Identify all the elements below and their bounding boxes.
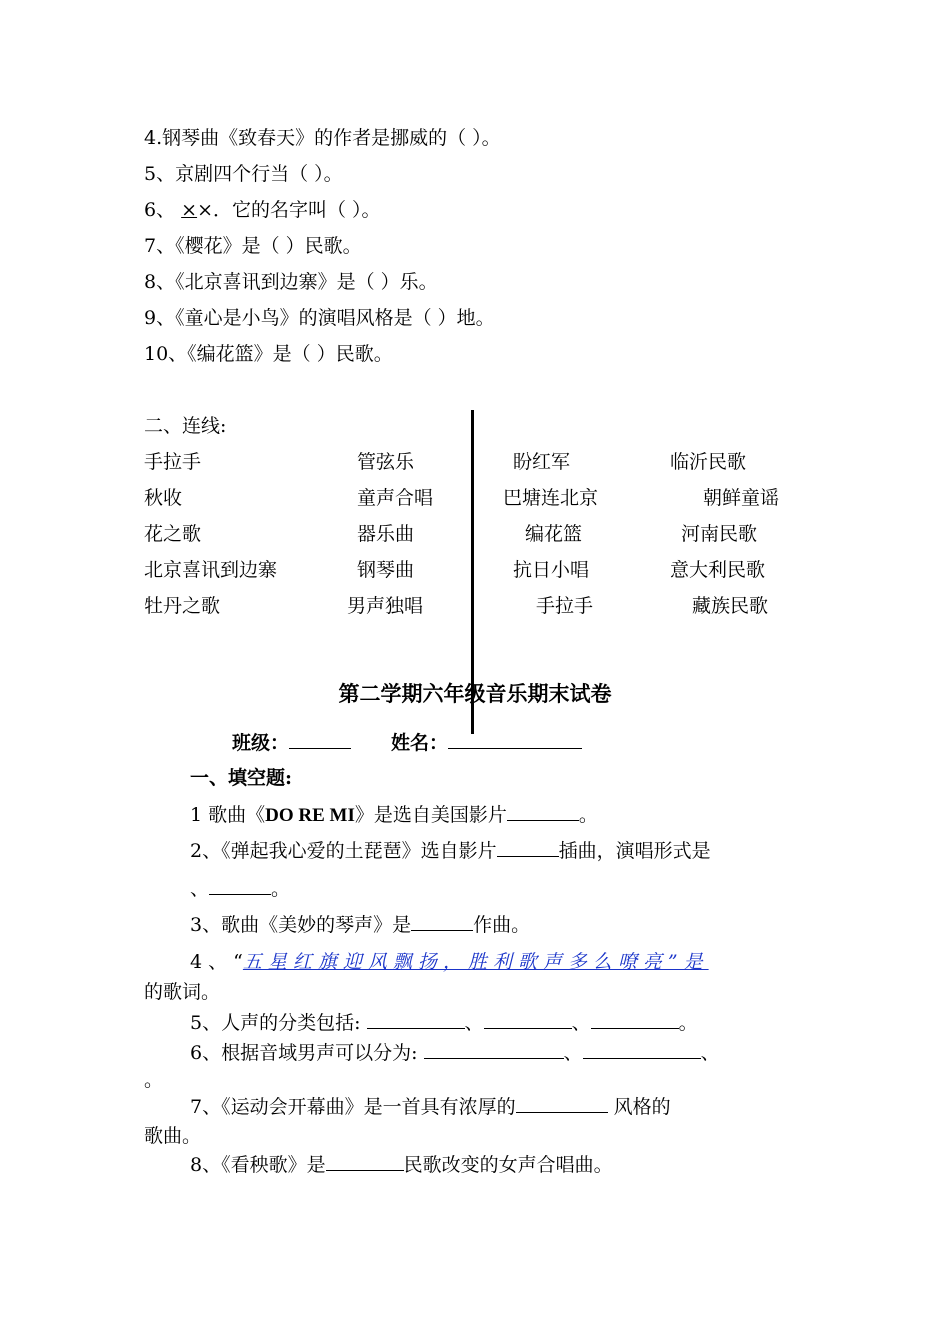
question-7 (190, 1094, 671, 1119)
question-1 (190, 802, 598, 828)
q5-blank-3[interactable] (591, 1010, 679, 1029)
match-left2-1: 管弦乐 (357, 451, 415, 473)
match-right1-1: 盼红军 (513, 451, 571, 473)
item-6-mark: × (181, 199, 198, 221)
q2-text: 2、《弹起我心爱的土琵琶》选自影片 (190, 840, 497, 862)
item-5: 5、京剧四个行当（ ）。 (144, 163, 343, 185)
q6-blank-1[interactable] (424, 1040, 564, 1059)
q6-sep-2: 、 (700, 1042, 720, 1064)
item-7: 7、《樱花》是（ ）民歌。 (144, 235, 362, 257)
q8-end: 民歌改变的女声合唱曲。 (403, 1154, 613, 1176)
item-8: 8、《北京喜讯到边寨》是（ ）乐。 (144, 271, 438, 293)
fill-heading: 一、填空题: (190, 767, 293, 789)
match-right1-3: 编花篮 (525, 523, 583, 545)
q6-blank-2[interactable] (583, 1040, 701, 1059)
match-left2-3: 器乐曲 (357, 523, 415, 545)
item-9: 9、《童心是小鸟》的演唱风格是（ ）地。 (144, 307, 495, 329)
item-4: 4.钢琴曲《致春天》的作者是挪威的（ ）。 (144, 127, 501, 149)
match-right1-2: 巴塘连北京 (503, 487, 599, 509)
q1-prefix: 1 歌曲《 (190, 804, 266, 826)
q1-song: DO RE MI (265, 805, 355, 826)
class-blank[interactable] (289, 730, 351, 749)
item-6-prefix: 6、 (144, 199, 182, 221)
section2-heading: 二、连线: (144, 415, 227, 437)
question-8 (190, 1152, 613, 1177)
question-6 (190, 1040, 720, 1065)
item-10: 10、《编花篮》是（ ）民歌。 (144, 343, 393, 365)
question-4-cont: 的歌词。 (144, 981, 221, 1003)
item-6 (144, 198, 381, 222)
q6-text: 6、根据音域男声可以分为: (190, 1042, 418, 1064)
match-right2-5: 藏族民歌 (692, 595, 769, 617)
name-label: 姓名： (391, 732, 449, 754)
match-left1-1: 手拉手 (144, 451, 202, 473)
q4-prefix: 4 、 “ (190, 951, 243, 973)
q3-blank[interactable] (411, 912, 473, 931)
question-4 (190, 950, 709, 974)
question-6-cont: 。 (144, 1069, 164, 1091)
q8-text: 8、《看秧歌》是 (190, 1154, 326, 1176)
q5-sep-2: 、 (571, 1012, 591, 1034)
q4-lyric-link[interactable]: 五星红旗迎风飘扬，胜利歌声多么嘹亮”是 (242, 951, 709, 973)
q7-mid: 风格的 (613, 1096, 671, 1118)
match-right1-5: 手拉手 (536, 595, 594, 617)
match-right2-3: 河南民歌 (681, 523, 758, 545)
q8-blank[interactable] (326, 1152, 404, 1171)
match-left2-2: 童声合唱 (357, 487, 434, 509)
class-name-row (232, 730, 582, 755)
q2-blank-1[interactable] (497, 838, 559, 857)
match-left1-3: 花之歌 (144, 523, 202, 545)
q2-cont: 、 (190, 878, 210, 900)
question-5 (190, 1010, 698, 1035)
q5-text: 5、人声的分类包括: (190, 1012, 361, 1034)
match-left1-4: 北京喜讯到边寨 (144, 559, 278, 581)
q7-text: 7、《运动会开幕曲》是一首具有浓厚的 (190, 1096, 516, 1118)
question-3 (190, 912, 530, 937)
q2-end: 。 (271, 878, 291, 900)
q2-mid: 插曲，演唱形式是 (558, 840, 711, 862)
class-label: 班级： (232, 732, 290, 754)
q3-text: 3、歌曲《美妙的琴声》是 (190, 914, 412, 936)
question-2-cont (190, 876, 290, 901)
q5-end: 。 (678, 1012, 698, 1034)
question-7-cont: 歌曲。 (144, 1125, 202, 1147)
match-left1-5: 牡丹之歌 (144, 595, 221, 617)
name-blank[interactable] (448, 730, 582, 749)
exam-title: 第二学期六年级音乐期末试卷 (338, 681, 612, 706)
item-6-rest: ×．它的名字叫（ ）。 (197, 199, 381, 221)
q5-blank-1[interactable] (367, 1010, 465, 1029)
question-2 (190, 838, 711, 863)
match-right1-4: 抗日小唱 (513, 559, 590, 581)
match-right2-2: 朝鲜童谣 (703, 487, 780, 509)
q1-end: 。 (578, 804, 598, 826)
match-right2-4: 意大利民歌 (670, 559, 766, 581)
q1-suffix: 》是选自美国影片 (354, 804, 507, 826)
q5-blank-2[interactable] (484, 1010, 572, 1029)
q3-end: 作曲。 (473, 914, 531, 936)
match-left2-5: 男声独唱 (347, 595, 424, 617)
q1-blank[interactable] (507, 802, 579, 821)
match-left1-2: 秋收 (144, 487, 183, 509)
match-right2-1: 临沂民歌 (670, 451, 747, 473)
q7-blank[interactable] (516, 1094, 608, 1113)
q2-blank-2[interactable] (209, 876, 271, 895)
match-left2-4: 钢琴曲 (357, 559, 415, 581)
q5-sep-1: 、 (464, 1012, 484, 1034)
q6-sep-1: 、 (563, 1042, 583, 1064)
